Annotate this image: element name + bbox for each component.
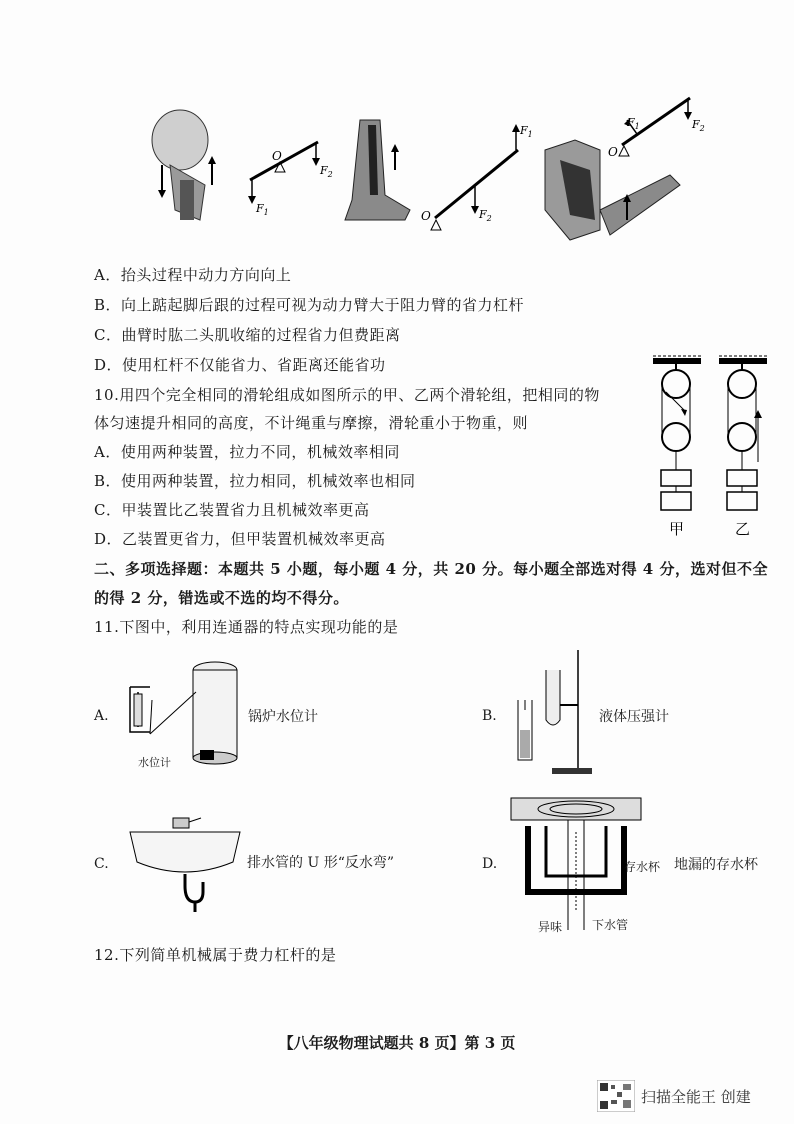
q11-a-sublabel: 水位计 (138, 756, 171, 769)
foot-illustration (345, 120, 410, 220)
section2-heading-line1: 二、多项选择题：本题共 5 小题，每小题 4 分，共 20 分。每小题全部选对得 4 分，选对但不全 (94, 560, 768, 578)
q11-c-text: 排水管的 U 形“反水弯” (247, 855, 395, 871)
lever1-o-label: O (272, 149, 282, 163)
lever1-f1-label: $F_1$ (256, 202, 269, 217)
pressure-gauge-illustration (508, 650, 598, 780)
q9-option-b: B．向上踮起脚后跟的过程可视为动力臂大于阻力臂的省力杠杆 (94, 296, 525, 314)
q10-option-a: A．使用两种装置，拉力不同，机械效率相同 (94, 443, 400, 461)
label-jia: 甲 (669, 520, 685, 538)
q11-d-text: 地漏的存水杯 (674, 857, 758, 873)
lever-diagram-2 (431, 124, 520, 230)
q12-stem: 12.下列简单机械属于费力杠杆的是 (94, 946, 337, 964)
lever2-f2-label: $F_2$ (479, 208, 492, 223)
lever1-f2-label: $F_2$ (320, 164, 333, 179)
q11-a-text: 锅炉水位计 (248, 709, 318, 725)
q11-d-sublabel-pipe: 下水管 (592, 918, 629, 932)
q11-a-letter: A. (94, 708, 109, 724)
q9-option-a: A．抬头过程中动力方向向上 (94, 266, 292, 284)
label-yi: 乙 (735, 520, 751, 538)
lever2-o-label: O (421, 209, 431, 223)
head-illustration (152, 110, 216, 220)
scanner-text: 扫描全能王 创建 (641, 1088, 751, 1106)
pulley-system-jia (653, 356, 701, 510)
q11-d-sublabel-odor: 异味 (538, 920, 563, 934)
pulley-system-yi (719, 356, 767, 510)
q10-stem-line1: 10.用四个完全相同的滑轮组成如图所示的甲、乙两个滑轮组，把相同的物 (94, 386, 600, 404)
pulley-figure (645, 352, 775, 542)
q11-b-letter: B. (482, 708, 497, 724)
q10-option-c: C．甲装置比乙装置省力且机械效率更高 (94, 501, 370, 519)
qr-code-icon (597, 1080, 635, 1112)
lever3-o-label: O (608, 145, 618, 159)
page-footer: 【八年级物理试题共 8 页】第 3 页 (278, 1034, 516, 1052)
lever-diagram-1 (248, 142, 320, 204)
scanner-watermark (597, 1080, 777, 1112)
q10-option-d: D．乙装置更省力，但甲装置机械效率更高 (94, 530, 386, 548)
sink-illustration (125, 802, 245, 914)
lever3-f2-label: $F_2$ (692, 118, 705, 133)
q11-c-letter: C. (94, 856, 109, 872)
q11-b-text: 液体压强计 (599, 709, 669, 725)
q9-option-c: C．曲臂时肱二头肌收缩的过程省力但费距离 (94, 326, 401, 344)
q9-option-d: D．使用杠杆不仅能省力、省距离还能省功 (94, 356, 386, 374)
q11-d-letter: D. (482, 856, 498, 872)
section2-heading-line2: 的得 2 分，错选或不选的均不得分。 (94, 589, 349, 607)
q11-stem: 11.下图中，利用连通器的特点实现功能的是 (94, 618, 399, 636)
lever3-f1-label: $F_1$ (627, 116, 640, 131)
q11-d-sublabel-cup: 存水杯 (624, 860, 661, 874)
q10-option-b: B．使用两种装置，拉力相同，机械效率也相同 (94, 472, 416, 490)
q9-figure (130, 90, 710, 250)
lever2-f1-label: $F_1$ (520, 124, 533, 139)
q10-stem-line2: 体匀速提升相同的高度，不计绳重与摩擦，滑轮重小于物重，则 (94, 414, 529, 432)
